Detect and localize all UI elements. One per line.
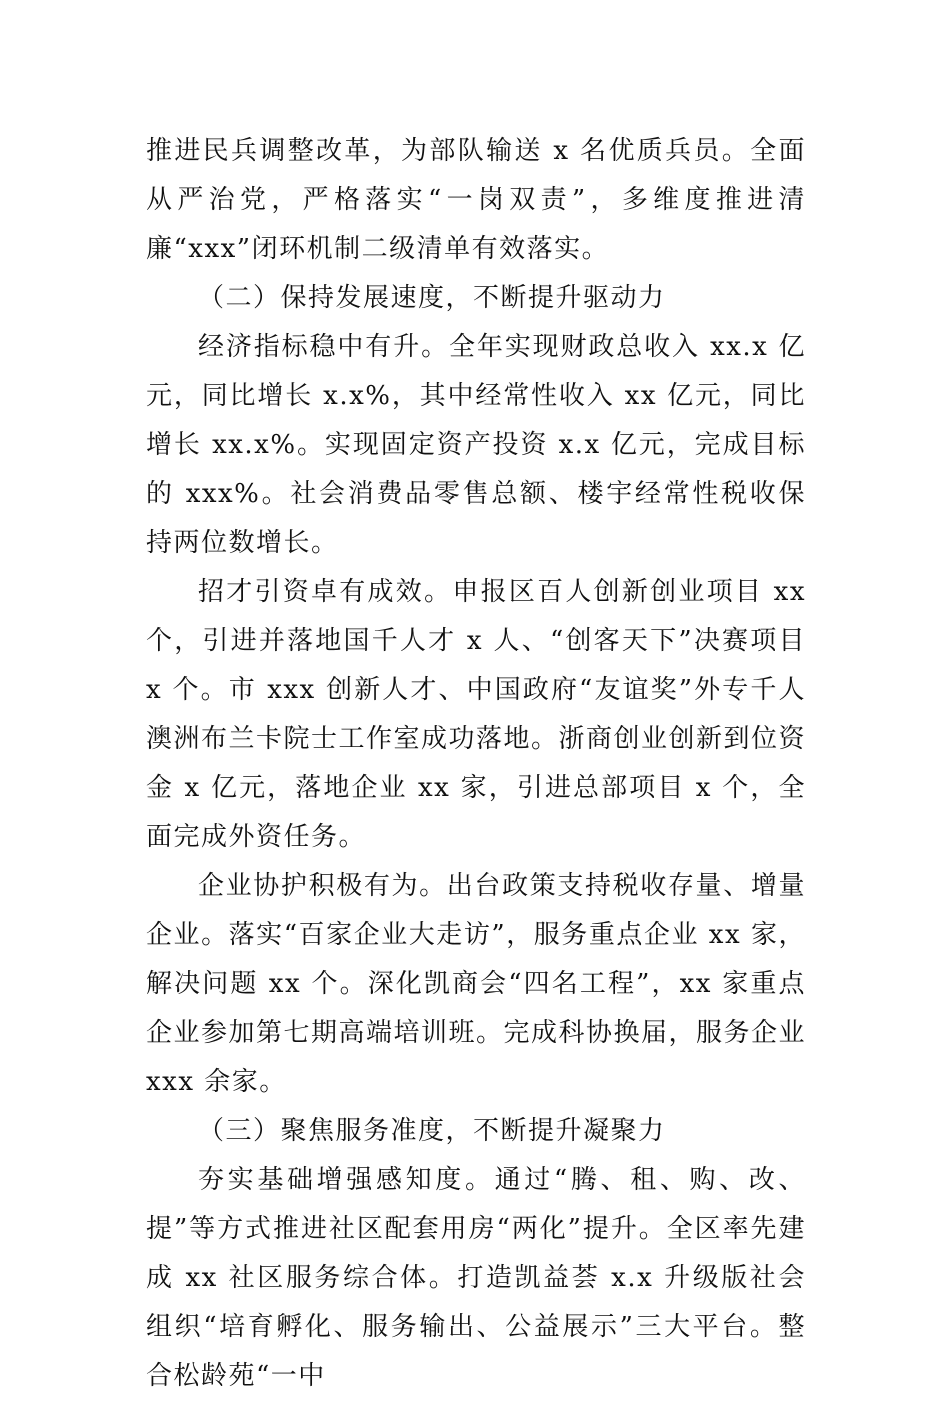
paragraph-enterprise-support: 企业协护积极有为。出台政策支持税收存量、增量企业。落实“百家企业大走访”，服务重点企业 xx 家，解决问题 xx 个。深化凯商会“四名工程”，xx 家重点企业参加第七期高端培训班。完成科协换届，服务企业 xxx 余家。	[146, 871, 807, 1097]
document-body	[146, 127, 806, 1401]
paragraph-continuation: 推进民兵调整改革，为部队输送 x 名优质兵员。全面从严治党，严格落实“一岗双责”，多维度推进清廉“xxx”闭环机制二级清单有效落实。	[146, 136, 806, 264]
paragraph-community-services: 夯实基础增强感知度。通过“腾、租、购、改、提”等方式推进社区配套用房“两化”提升。全区率先建成 xx 社区服务综合体。打造凯益荟 x.x 升级版社会组织“培育孵化、服务输出、公益展示”三大平台。整合松龄苑“一中	[146, 1165, 806, 1391]
section-heading-two: （二）保持发展速度，不断提升驱动力	[198, 283, 666, 313]
section-heading-three: （三）聚焦服务准度，不断提升凝聚力	[198, 1116, 666, 1146]
paragraph-talent-investment: 招才引资卓有成效。申报区百人创新创业项目 xx 个，引进并落地国千人才 x 人、“创客天下”决赛项目 x 个。市 xxx 创新人才、中国政府“友谊奖”外专千人澳洲布兰卡院士工作室成功落地。浙商创业创新到位资金 x 亿元，落地企业 xx 家，引进总部项目 x 个，全面完成外资任务。	[146, 577, 807, 852]
paragraph-economic-indicators: 经济指标稳中有升。全年实现财政总收入 xx.x 亿元，同比增长 x.x%，其中经常性收入 xx 亿元，同比增长 xx.x%。实现固定资产投资 x.x 亿元，完成目标的 xxx%。社会消费品零售总额、楼宇经常性税收保持两位数增长。	[146, 332, 806, 558]
